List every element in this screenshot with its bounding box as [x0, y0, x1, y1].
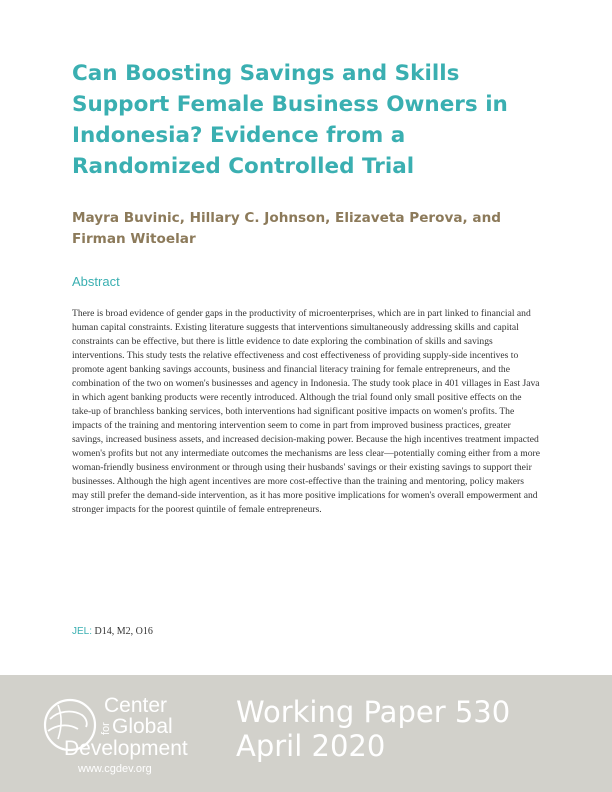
logo-for-text: for	[100, 722, 112, 735]
jel-codes	[72, 626, 153, 637]
logo-development-text: Development	[64, 737, 188, 760]
jel-label: JEL:	[72, 626, 93, 637]
logo-url[interactable]: www.cgdev.org	[78, 763, 152, 775]
abstract-text: There is broad evidence of gender gaps in the productivity of microenterprises, which are in part linked to financial and human capital constraints. Existing literature suggests that interventions simultaneously addressing skills and capital constraints can be effective, but there is little evidence to date exploring the combination of skills and savings interventions. This study tests the relative effectiveness and cost effectiveness of providing supply-side incentives to promote agent banking savings accounts, business and financial literacy training for female entrepreneurs, and the combination of the two on women's businesses and agency in Indonesia. The study took place in 401 villages in East Java in which agent banking products were recently introduced. Although the trial found only small positive effects on the take-up of branchless banking services, both interventions had significant positive impacts on women's profits. The impacts of the training and mentoring intervention seem to come in part from improved business practices, greater savings, increased business assets, and increased decision-making power. Because the high incentives treatment impacted women's profits but not any intermediate outcomes the mechanisms are less clear—potentially coming either from a more woman-friendly business environment or through using their husbands' savings or their existing savings to support their businesses. Although the high agent incentives are more cost-effective than the training and mentoring, policy makers may still prefer the demand-side intervention, as it has more positive implications for women's overall empowerment and stronger impacts for the poorest quintile of female entrepreneurs.	[72, 308, 540, 515]
cgd-logo-text	[64, 695, 188, 777]
working-paper-block	[236, 695, 510, 763]
jel-values: D14, M2, O16	[94, 626, 153, 637]
abstract-heading: Abstract	[72, 274, 120, 289]
working-paper-number: Working Paper 530	[236, 695, 511, 729]
paper-authors: Mayra Buvinic, Hillary C. Johnson, Elizaveta Perova, and Firman Witoelar	[72, 210, 501, 247]
logo-global-text: Global	[112, 715, 173, 738]
footer-band	[0, 675, 612, 792]
paper-date: April 2020	[236, 729, 386, 763]
paper-title: Can Boosting Savings and Skills Support Female Business Owners in Indonesia? Evidence from a Randomized Controlled Trial	[72, 61, 508, 179]
logo-center-text: Center	[104, 694, 168, 717]
logo-global-line	[64, 716, 188, 737]
